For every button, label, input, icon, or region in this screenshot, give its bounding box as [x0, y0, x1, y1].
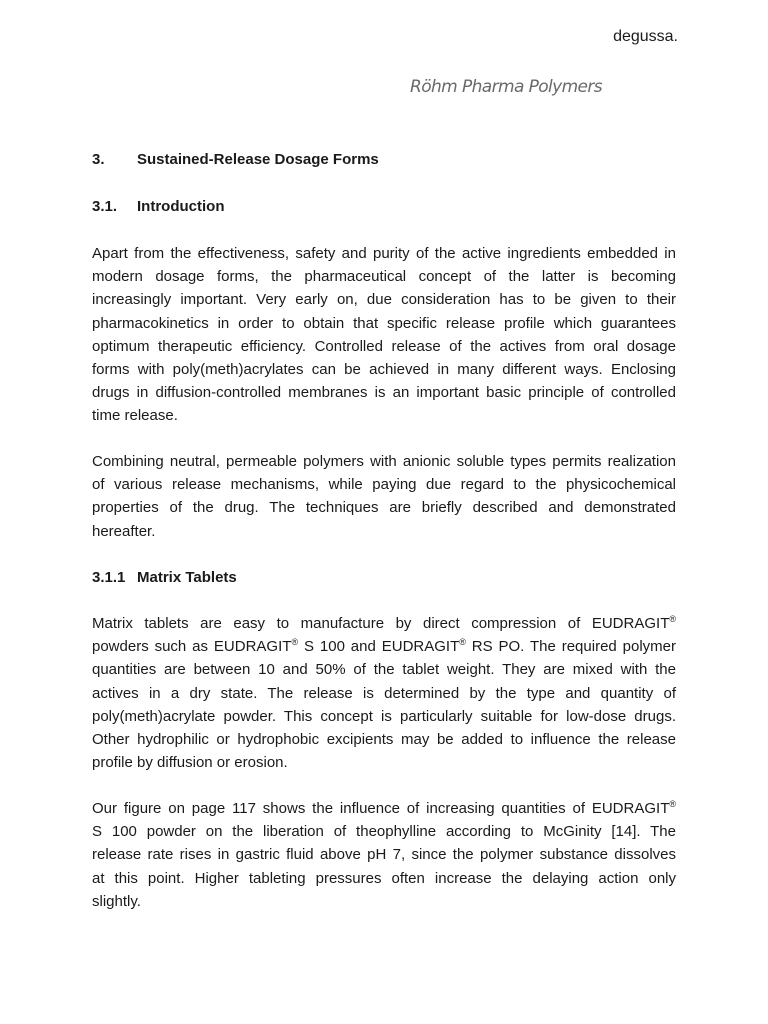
text-line	[92, 635, 676, 658]
section-number: 3.	[92, 151, 105, 168]
text-line: release rate rises in gastric fluid above pH 7, since the polymer substance dissolves	[92, 846, 676, 864]
matrix-paragraph-2	[92, 797, 676, 913]
text-segment: S 100 and EUDRAGIT	[298, 638, 460, 656]
text-line: quantities are between 10 and 50% of the tablet weight. They are mixed with the	[92, 661, 676, 679]
text-line: time release.	[92, 407, 178, 425]
registered-mark: ®	[459, 637, 466, 648]
text-line: Combining neutral, permeable polymers with anionic soluble types permits realization	[92, 453, 676, 470]
text-segment: RS PO. The required polymer	[465, 638, 677, 656]
text-line: increasingly important. Very early on, due consideration has to be given to their	[92, 291, 676, 309]
matrix-paragraph-1	[92, 612, 676, 774]
section-title: Matrix Tablets	[137, 569, 237, 586]
text-line: of various release mechanisms, while paying due regard to the physicochemical	[92, 476, 676, 494]
text-line: at this point. Higher tableting pressures often increase the delaying action only	[92, 869, 676, 887]
text-line: modern dosage forms, the pharmaceutical concept of the latter is becoming	[92, 268, 676, 286]
text-line: Apart from the effectiveness, safety and purity of the active ingredients embedded in	[92, 245, 676, 262]
section-heading-3-1-1	[92, 569, 237, 586]
text-line: pharmacokinetics in order to obtain that specific release profile which guarantees	[92, 314, 676, 332]
text-line: optimum therapeutic efficiency. Controlled release of the actives from oral dosage	[92, 337, 676, 355]
intro-paragraph-2	[92, 450, 676, 543]
section-number: 3.1.	[92, 198, 118, 215]
text-segment: Matrix tablets are easy to manufacture by direct compression of EUDRAGIT	[92, 615, 670, 632]
section-title: Introduction	[137, 198, 225, 215]
text-segment: powders such as EUDRAGIT	[92, 638, 292, 656]
text-line: properties of the drug. The techniques are briefly described and demonstrated	[92, 499, 676, 517]
text-line: drugs in diffusion-controlled membranes is an important basic principle of controlled	[92, 384, 676, 402]
text-line	[92, 612, 676, 635]
brand-logo: degussa.	[613, 28, 678, 45]
section-heading-3-1	[92, 198, 224, 215]
section-heading-3	[92, 151, 379, 168]
text-line: actives in a dry state. The release is determined by the type and quantity of	[92, 684, 676, 702]
text-line: Other hydrophilic or hydrophobic excipients may be added to influence the release	[92, 730, 676, 748]
text-line: profile by diffusion or erosion.	[92, 754, 288, 772]
intro-paragraph-1	[92, 242, 676, 428]
text-line: S 100 powder on the liberation of theophylline according to McGinity [14]. The	[92, 823, 676, 841]
registered-mark: ®	[291, 637, 299, 648]
brand-subtitle: Röhm Pharma Polymers	[410, 77, 603, 97]
text-line	[92, 797, 676, 820]
registered-mark: ®	[669, 614, 676, 624]
section-number: 3.1.1	[92, 569, 126, 586]
text-line: poly(meth)acrylate powder. This concept is particularly suitable for low-dose drugs.	[92, 707, 676, 725]
text-segment: Our figure on page 117 shows the influence of increasing quantities of EUDRAGIT	[92, 800, 670, 817]
registered-mark: ®	[669, 799, 676, 809]
text-line: slightly.	[92, 892, 141, 910]
text-line: hereafter.	[92, 522, 156, 540]
text-line: forms with poly(meth)acrylates can be achieved in many different ways. Enclosing	[92, 360, 676, 378]
section-title: Sustained-Release Dosage Forms	[137, 151, 379, 168]
